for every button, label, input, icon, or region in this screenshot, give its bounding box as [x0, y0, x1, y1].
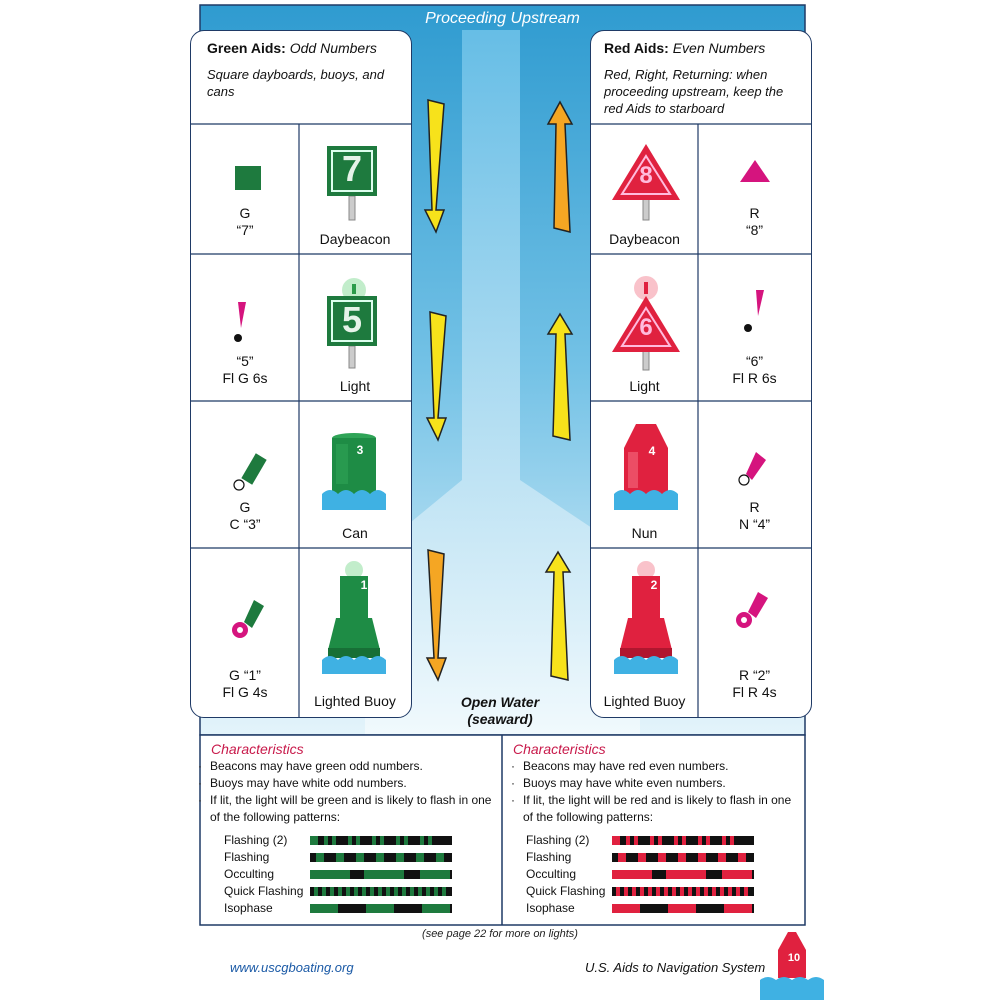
downstream-arrow-icons — [425, 100, 446, 680]
green-light-label: Light — [339, 378, 371, 394]
green-square-chart-icon — [235, 166, 261, 190]
upstream-arrow-icons — [546, 102, 572, 680]
green-lighted-buoy-icon — [322, 561, 386, 674]
red-characteristics-list: · Beacons may have red even numbers. · Buoys may have white even numbers. · If lit, the light will be red and is likely to flash in one of the following patterns: — [511, 758, 801, 826]
red-triangle-chart-icon — [740, 160, 770, 182]
green-lighted-buoy-number: 1 — [360, 578, 368, 592]
red-light-label: Light — [629, 378, 660, 394]
red-lighted-buoy-label: Lighted Buoy — [603, 693, 686, 709]
red-panel-title: Red Aids: Even Numbers — [604, 40, 766, 56]
red-pattern-labels: Flashing (2) Flashing Occulting Quick Flashing Isophase — [526, 833, 606, 915]
green-light-chart-icon — [234, 302, 246, 342]
green-can-chart-icon — [234, 454, 266, 490]
green-light-chart-label: “5” Fl G 6s — [222, 353, 268, 386]
green-can-number: 3 — [356, 443, 364, 457]
red-light-number: 6 — [639, 314, 653, 341]
green-light-number: 5 — [341, 299, 363, 340]
lights-note: (see page 22 for more on lights) — [422, 928, 578, 940]
green-can-label: Can — [342, 525, 368, 541]
red-nun-chart-label: R N “4” — [738, 499, 771, 532]
header-title: Proceeding Upstream — [425, 10, 580, 27]
website-link[interactable]: www.uscgboating.org — [230, 960, 354, 975]
red-nun-buoy-icon — [614, 424, 678, 510]
red-light-chart-label: “6” Fl R 6s — [732, 353, 777, 386]
red-characteristics-title: Characteristics — [513, 741, 606, 757]
red-light-pattern-bars — [612, 836, 754, 913]
red-daybeacon-number: 8 — [639, 162, 653, 189]
green-lighted-buoy-chart-icon — [232, 600, 264, 638]
green-panel-title: Green Aids: Odd Numbers — [207, 40, 377, 56]
green-characteristics-list: · Beacons may have green odd numbers. · Buoys may have white odd numbers. · If lit, the light will be green and is likely to flash in one of the following patterns: — [198, 758, 498, 826]
red-panel-subtitle: Red, Right, Returning: when proceeding upstream, keep the red Aids to starboard — [604, 67, 784, 116]
green-can-chart-label: G C “3” — [229, 499, 261, 532]
red-nun-number: 4 — [648, 444, 656, 458]
red-nun-chart-icon — [739, 452, 766, 485]
footer-nun-buoy-icon — [760, 932, 824, 1000]
red-daybeacon-label: Daybeacon — [609, 231, 680, 247]
green-daybeacon-chart-label: G “7” — [236, 205, 254, 238]
open-water-label: Open Water (seaward) — [460, 694, 540, 727]
green-panel-subtitle: Square dayboards, buoys, and cans — [207, 67, 385, 99]
red-daybeacon-chart-label: R “8” — [745, 205, 764, 238]
green-pattern-labels: Flashing (2) Flashing Occulting Quick Flashing Isophase — [224, 833, 304, 915]
green-lighted-buoy-label: Lighted Buoy — [314, 693, 396, 709]
green-daybeacon-number: 7 — [341, 148, 363, 189]
red-lighted-buoy-chart-icon — [736, 592, 768, 628]
green-lighted-buoy-chart-label: G “1” Fl G 4s — [222, 667, 268, 700]
red-lighted-buoy-chart-label: R “2” Fl R 4s — [732, 667, 777, 700]
system-title: U.S. Aids to Navigation System — [585, 960, 766, 975]
footer-nun-number: 10 — [787, 952, 801, 964]
red-nun-label: Nun — [631, 525, 658, 541]
green-daybeacon-label: Daybeacon — [319, 231, 391, 247]
red-light-chart-icon — [744, 290, 764, 332]
red-lighted-buoy-number: 2 — [650, 578, 658, 592]
green-light-pattern-bars — [310, 836, 452, 913]
green-characteristics-title: Characteristics — [211, 741, 304, 757]
